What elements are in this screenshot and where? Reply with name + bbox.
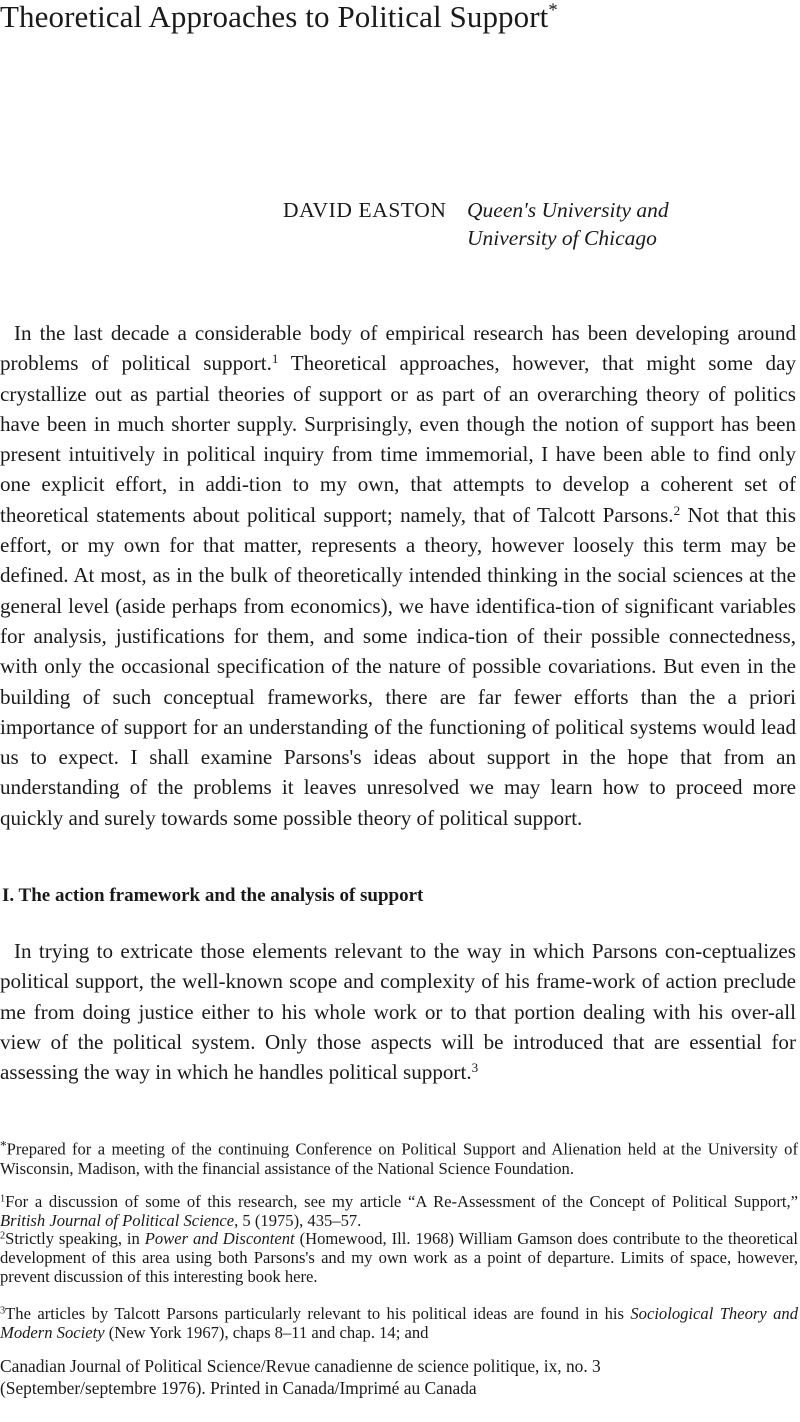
footnote-ref-1[interactable]: 1 xyxy=(271,351,279,367)
footnote-1 xyxy=(0,1192,798,1230)
author-affiliation xyxy=(467,196,669,252)
footnote-text: , 5 (1975), 435–57. xyxy=(234,1211,362,1231)
footnote-2 xyxy=(0,1229,798,1287)
footnote-3 xyxy=(0,1304,798,1342)
title-text: Theoretical Approaches to Political Support xyxy=(0,0,549,34)
footnote-mark: 1 xyxy=(0,1193,6,1205)
footnote-ref-3[interactable]: 3 xyxy=(471,1060,479,1075)
footnote-ref-2[interactable]: 2 xyxy=(673,502,681,518)
section-heading: I. The action framework and the analysis of support xyxy=(2,885,424,906)
footnote-text: Strictly speaking, in xyxy=(5,1229,145,1248)
footnote-text: (New York 1967), chaps 8–11 and chap. 14; and xyxy=(104,1323,429,1343)
footnote-mark: 3 xyxy=(0,1305,6,1317)
book-title: Power and Discontent xyxy=(144,1229,295,1248)
footnote-mark: * xyxy=(0,1138,7,1153)
intro-text: Theoretical approaches, however, that might some day crystallize out as partial theories of support or as part of an overarching theory of politics have been in much shorter supply. Surprisingly, even though the notion of support has been present intuitively in political inquiry from time immemorial, I have been able to find only one explicit effort, in addi-tion to my own, that attempts to develop a coherent set of theoretical statements about political support; namely, that of Talcott Parsons. xyxy=(0,351,796,527)
title-footnote-mark[interactable]: * xyxy=(548,0,558,21)
author-name: DAVID EASTON xyxy=(283,198,447,222)
footnote-star xyxy=(0,1136,798,1178)
article-title xyxy=(0,0,558,34)
footnote-text: (Homewood, Ill. 1968) William Gamson does contribute to the theoretical development of this area using both Parsons's and my own work as a point of departure. Limits of space, however, prevent discussion of this interesting book here. xyxy=(0,1229,798,1287)
footer-line: Canadian Journal of Political Science/Revue canadienne de science politique, ix, no. 3 xyxy=(0,1356,601,1376)
footer-line: (September/septembre 1976). Printed in Canada/Imprimé au Canada xyxy=(0,1378,477,1398)
affiliation-line: Queen's University and xyxy=(467,198,669,222)
footnote-text: The articles by Talcott Parsons particularly relevant to his political ideas are found in his xyxy=(5,1304,631,1323)
section-text: In trying to extricate those elements relevant to the way in which Parsons con-ceptualizes political support, the well-known scope and complexity of his frame-work of action preclude me from doing justice either to his whole work or to that portion dealing with his over-all view of the political system. Only those aspects will be introduced that are essential for assessing the way in which he handles political support. xyxy=(0,939,796,1085)
intro-text: In the last decade a considerable body of empirical research has been developing around problems of political support. xyxy=(0,321,796,376)
footnote-text: For a discussion of some of this research, see my article “A Re-Assessment of the Concept of Political Support,” xyxy=(5,1192,798,1211)
footnote-text: Prepared for a meeting of the continuing Conference on Political Support and Alienation held at the University of Wisconsin, Madison, with the financial assistance of the National Science Foundation. xyxy=(0,1139,798,1178)
intro-paragraph xyxy=(0,318,796,833)
journal-title: British Journal of Political Science xyxy=(0,1211,235,1231)
book-title: Sociological Theory and Modern Society xyxy=(0,1304,798,1343)
affiliation-line: University of Chicago xyxy=(467,226,657,250)
section-paragraph xyxy=(0,936,796,1087)
journal-citation-footer xyxy=(0,1355,800,1399)
footnote-mark: 2 xyxy=(0,1230,6,1242)
intro-text: Not that this effort, or my own for that matter, represents a theory, however loosely this term may be defined. At most, as in the bulk of theoretically intended thinking in the social sciences at the general level (aside perhaps from economics), we have identifica-tion of significant variables for analysis, justifications for them, and some indica-tion of their possible connectedness, with only the occasional specification of the nature of possible covariations. But even in the building of such conceptual frameworks, there are far fewer efforts than the a priori importance of support for an understanding of the functioning of political systems would lead us to expect. I shall examine Parsons's ideas about support in the hope that from an understanding of the problems it leaves unresolved we may learn how to proceed more quickly and surely towards some possible theory of political support. xyxy=(0,502,796,830)
